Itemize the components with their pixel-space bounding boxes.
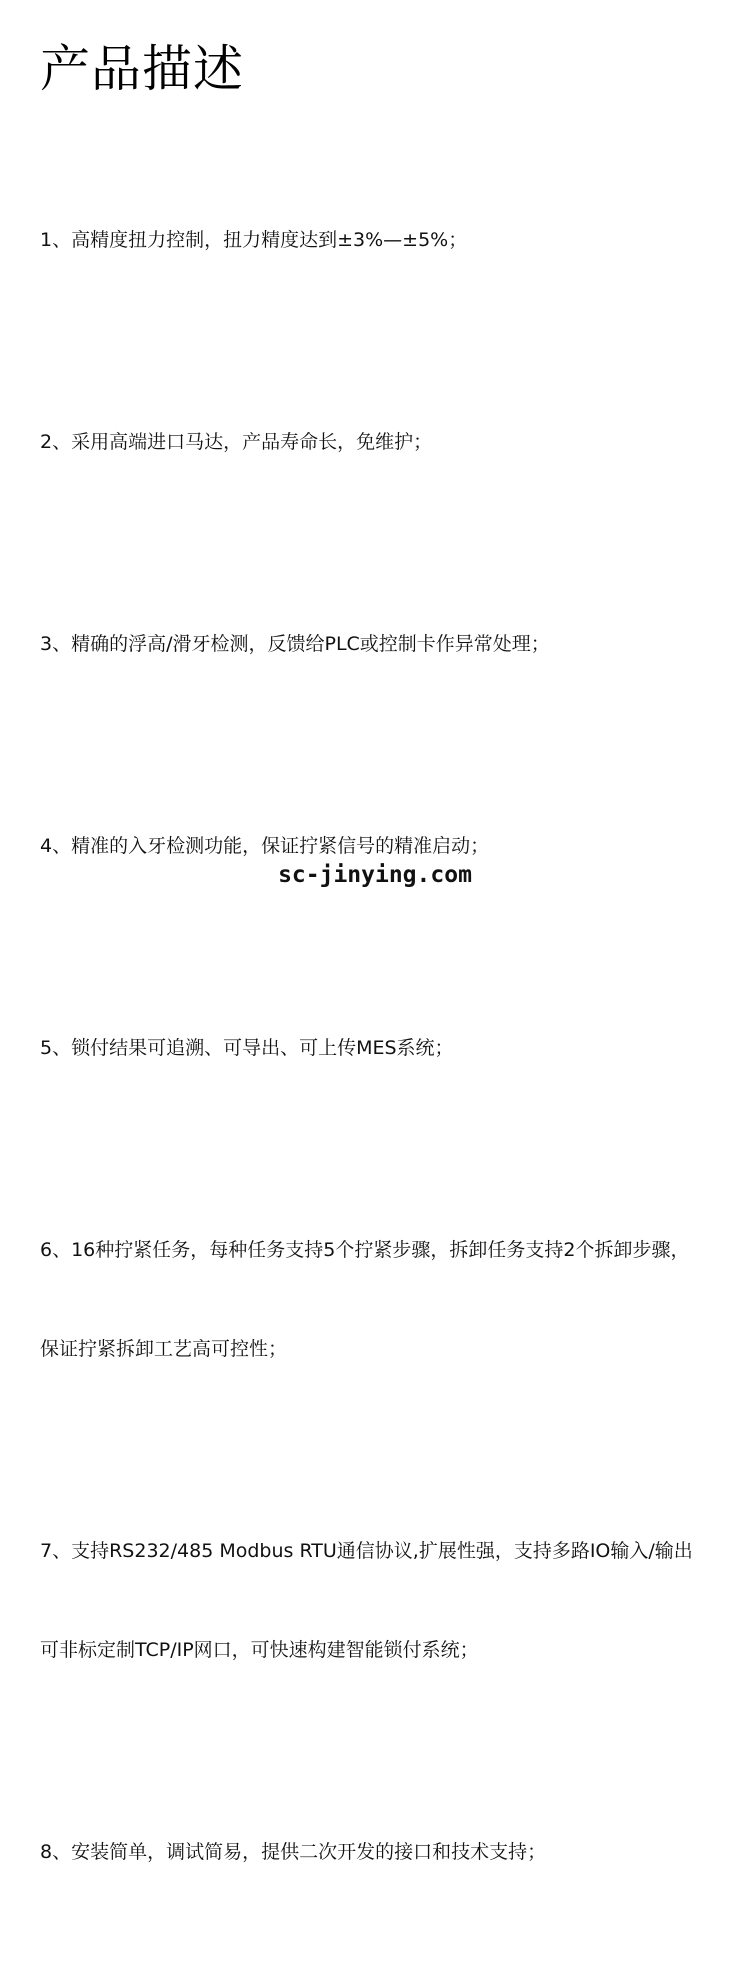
feature-item-8 [40,1770,745,1935]
footer-website: sc-jinying.com [278,862,472,888]
feature-line: 6、16种拧紧任务，每种任务支持5个拧紧步骤，拆卸任务支持2个拆卸步骤， [40,1239,690,1261]
feature-item-3 [40,562,745,727]
feature-item-6 [40,1168,745,1432]
feature-item-4 [40,764,745,929]
page-title: 产品描述 [40,40,244,98]
feature-line-continued: 可非标定制TCP/IP网口，可快速构建智能锁付系统； [40,1639,479,1661]
feature-line: 5、锁付结果可追溯、可导出、可上传MES系统； [40,1037,454,1059]
feature-item-5 [40,966,745,1131]
feature-line: 4、精准的入牙检测功能，保证拧紧信号的精准启动； [40,835,490,857]
feature-list [40,158,745,1972]
feature-item-1 [40,158,745,323]
feature-line: 3、精确的浮高/滑牙检测，反馈给PLC或控制卡作异常处理； [40,633,550,655]
feature-item-2 [40,360,745,525]
feature-line: 1、高精度扭力控制，扭力精度达到±3%—±5%； [40,229,468,251]
feature-line-continued: 保证拧紧拆卸工艺高可控性； [40,1338,288,1360]
feature-line: 8、安装简单，调试简易，提供二次开发的接口和技术支持； [40,1841,547,1863]
feature-item-7 [40,1469,745,1733]
feature-line: 2、采用高端进口马达，产品寿命长，免维护； [40,431,433,453]
feature-line: 7、支持RS232/485 Modbus RTU通信协议,扩展性强，支持多路IO输入/输出 [40,1540,693,1562]
